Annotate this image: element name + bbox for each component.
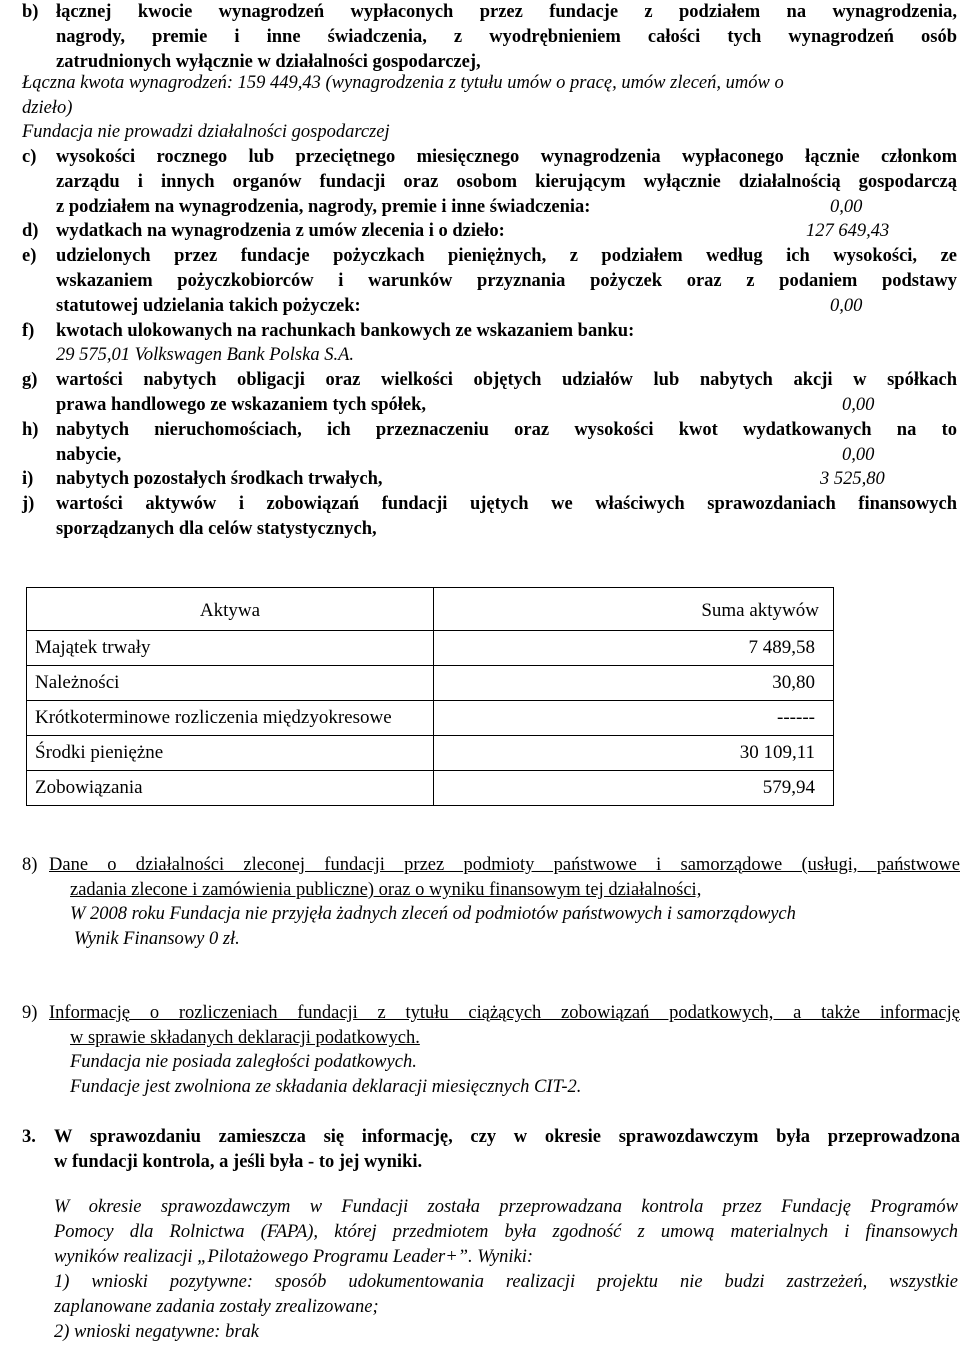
asset-amount: 7 489,58 [434, 631, 834, 666]
item-b-line-1: łącznej kwocie wynagrodzeń wypłaconych przez fundacje z podziałem na wynagrodzenia, [56, 2, 957, 22]
section-8-marker: 8) [22, 855, 38, 875]
table-row [27, 666, 834, 701]
item-f-value: 29 575,01 Volkswagen Bank Polska S.A. [56, 345, 355, 365]
section-3-paragraph [54, 1195, 958, 1345]
section-8-text-1: W 2008 roku Fundacja nie przyjęła żadnych zleceń od podmiotów państwowych i samorządowych [70, 904, 796, 924]
section-9-line-1 [70, 1050, 950, 1075]
section-3-line-4: 1) wnioski pozytywne: sposób udokumentowania realizacji projektu nie budzi zastrzeżeń, wszystkie [54, 1272, 958, 1292]
section-8-heading [22, 853, 960, 903]
section-3-heading-line-1: W sprawozdaniu zamieszcza się informację, czy w okresie sprawozdawczym była przeprowadzona [54, 1127, 960, 1147]
table-row [27, 771, 834, 806]
item-j-line-2: sporządzanych dla celów statystycznych, [56, 519, 377, 539]
item-c-marker: c) [22, 147, 37, 167]
item-h-line-1: nabytych nieruchomościach, ich przeznaczeniu oraz wysokości kwot wydatkowanych na to [56, 420, 957, 440]
section-9-marker: 9) [22, 1003, 38, 1023]
item-i-line-1: nabytych pozostałych środkach trwałych, [56, 469, 383, 489]
section-9-heading [22, 1001, 960, 1051]
item-c-line-3: z podziałem na wynagrodzenia, nagrody, premie i inne świadczenia: [56, 197, 591, 217]
item-e-line-1: udzielonych przez fundacje pożyczkach pieniężnych, z podziałem według ich wysokości, ze [56, 246, 957, 266]
item-b [22, 0, 957, 75]
item-e-marker: e) [22, 246, 37, 266]
asset-name: Majątek trwały [27, 631, 434, 666]
item-g [22, 368, 957, 418]
item-g-line-1: wartości nabytych obligacji oraz wielkości objętych udziałów lub nabytych akcji w spółkach [56, 370, 957, 390]
section-3-line-2: Pomocy dla Rolnictwa (FAPA), której przedmiotem była zgodność z umową materialnych i finansowych [54, 1222, 958, 1242]
section-9-text-1: Fundacja nie posiada zaległości podatkowych. [70, 1052, 417, 1072]
item-i-marker: i) [22, 469, 34, 489]
item-c-line-1: wysokości rocznego lub przeciętnego miesięcznego wynagrodzenia wypłaconego łącznie członkom [56, 147, 957, 167]
section-8-line-2 [74, 927, 954, 952]
asset-name: Krótkoterminowe rozliczenia międzyokresowe [27, 701, 434, 736]
item-e [22, 244, 957, 319]
table-row [27, 631, 834, 666]
section-9-line-2 [70, 1075, 950, 1100]
item-h-line-2: nabycie, [56, 445, 122, 465]
item-d-value: 127 649,43 [806, 221, 890, 241]
section-3-heading-line-2: w fundacji kontrola, a jeśli była - to jej wyniki. [54, 1152, 423, 1172]
asset-name: Zobowiązania [27, 771, 434, 806]
section-3-line-5: zaplanowane zadania zostały zrealizowane; [54, 1297, 379, 1317]
item-c-line-2: zarządu i innych organów fundacji oraz osobom kierującym wyłącznie działalnością gospodarczą [56, 172, 957, 192]
section-3-line-3: wyników realizacji „Pilotażowego Programu Leader+”. Wyniki: [54, 1247, 534, 1267]
item-b-marker: b) [22, 2, 39, 22]
section-9-heading-line-1: Informację o rozliczeniach fundacji z tytułu ciążących zobowiązań podatkowych, a także informację [49, 1003, 960, 1023]
asset-amount: ------ [434, 701, 834, 736]
section-3-heading [22, 1125, 960, 1175]
item-h [22, 418, 957, 468]
item-j [22, 492, 957, 542]
table-row [27, 701, 834, 736]
item-d-marker: d) [22, 221, 39, 241]
assets-header-col2: Suma aktywów [434, 588, 834, 631]
item-h-marker: h) [22, 420, 39, 440]
assets-table-header [27, 588, 834, 631]
asset-amount: 30,80 [434, 666, 834, 701]
item-b-total-line-2: dzieło) [22, 98, 73, 118]
asset-name: Należności [27, 666, 434, 701]
item-j-marker: j) [22, 494, 35, 514]
item-c-value: 0,00 [830, 197, 863, 217]
item-e-line-3: statutowej udzielania takich pożyczek: [56, 296, 361, 316]
item-e-line-2: wskazaniem pożyczkobiorców i warunków przyznania pożyczek oraz z podaniem podstawy [56, 271, 957, 291]
item-b-total-line-1: Łączna kwota wynagrodzeń: 159 449,43 (wynagrodzenia z tytułu umów o pracę, umów zleceń, umów o [22, 73, 784, 93]
item-f-line-1: kwotach ulokowanych na rachunkach bankowych ze wskazaniem banku: [56, 321, 635, 341]
section-3-line-1: W okresie sprawozdawczym w Fundacji została przeprowadzana kontrola przez Fundację Programów [54, 1197, 958, 1217]
item-j-line-1: wartości aktywów i zobowiązań fundacji ujętych we właściwych sprawozdaniach finansowych [56, 494, 957, 514]
asset-amount: 579,94 [434, 771, 834, 806]
asset-name: Środki pieniężne [27, 736, 434, 771]
section-8-text-2: Wynik Finansowy 0 zł. [74, 929, 240, 949]
section-8-line-1 [70, 902, 950, 927]
item-g-value: 0,00 [842, 395, 875, 415]
assets-header-col1: Aktywa [27, 588, 434, 631]
item-b-note-text: Fundacja nie prowadzi działalności gospodarczej [22, 122, 390, 142]
item-g-line-2: prawa handlowego ze wskazaniem tych spółek, [56, 395, 427, 415]
item-e-value: 0,00 [830, 296, 863, 316]
item-b-line-2: nagrody, premie i inne świadczenia, z wyodrębnieniem całości tych wynagrodzeń osób [56, 27, 957, 47]
section-9-text-2: Fundacje jest zwolniona ze składania deklaracji miesięcznych CIT-2. [70, 1077, 582, 1097]
section-8-heading-line-2: zadania zlecone i zamówienia publiczne) oraz o wyniku finansowym tej działalności, [70, 880, 702, 900]
assets-table [26, 587, 834, 806]
section-9-heading-line-2: w sprawie składanych deklaracji podatkowych. [70, 1028, 420, 1048]
table-row [27, 736, 834, 771]
section-8-heading-line-1: Dane o działalności zleconej fundacji przez podmioty państwowe i samorządowe (usługi, państwowe [49, 855, 960, 875]
item-f-marker: f) [22, 321, 35, 341]
item-d-line-1: wydatkach na wynagrodzenia z umów zlecenia i o dzieło: [56, 221, 505, 241]
asset-amount: 30 109,11 [434, 736, 834, 771]
section-3-marker: 3. [22, 1127, 36, 1147]
section-3-line-6: 2) wnioski negatywne: brak [54, 1322, 259, 1342]
item-c [22, 145, 957, 220]
item-i-value: 3 525,80 [820, 469, 885, 489]
item-h-value: 0,00 [842, 445, 875, 465]
item-b-line-3: zatrudnionych wyłącznie w działalności gospodarczej, [56, 52, 481, 72]
item-g-marker: g) [22, 370, 38, 390]
